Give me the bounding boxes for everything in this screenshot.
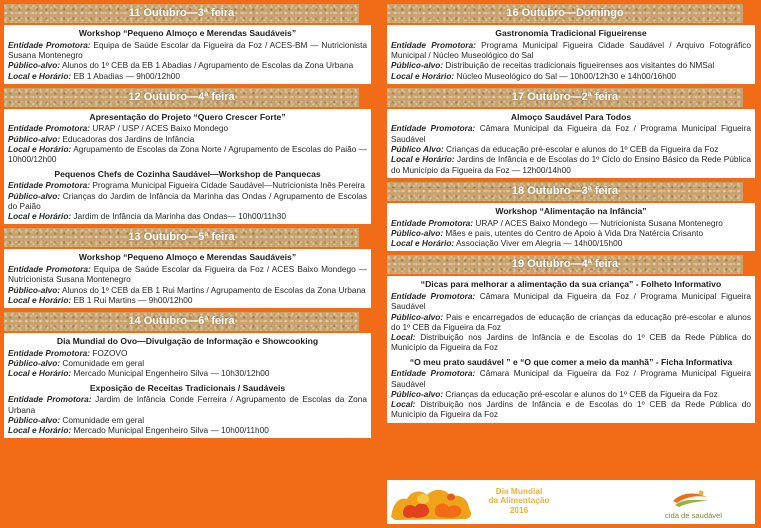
row-label: Público-alvo: — [391, 311, 444, 322]
event-title: Exposição de Receitas Tradicionais / Saudáveis — [89, 382, 286, 393]
day-header: 14 Outubro—6ª feira — [4, 312, 359, 331]
event — [8, 336, 367, 379]
row-value: Programa Municipal Figueira Cidade Saudável—Nutricionista Inês Pereira — [90, 180, 365, 191]
row-value: Jardim de Infância Conde Ferreira / Agrupamento de Escolas da Zona Urbana — [8, 394, 367, 415]
row-value: EB 1 Rui Martins — 9h00/12h00 — [71, 294, 193, 305]
row-label: Local e Horário: — [391, 154, 455, 165]
row-label: Entidade Promotora: — [391, 123, 476, 134]
event-row — [8, 368, 367, 378]
row-value: Núcleo Museológico do Sal — 10h00/12h30 e 14h00/16h00 — [454, 70, 677, 81]
event-row — [391, 154, 751, 175]
event-row — [8, 264, 367, 285]
event-title: Apresentação do Projeto “Quero Crescer Forte” — [89, 111, 286, 122]
row-label: Entidade Promotora: — [8, 347, 91, 358]
row-value: Distribuição de receitas tradicionais figueirenses aos visitantes do NMSal — [443, 60, 715, 71]
row-label: Local: — [391, 332, 416, 343]
row-label: Entidade Promotora: — [8, 264, 91, 274]
event-row — [8, 415, 367, 425]
row-label: Público-alvo: — [8, 284, 61, 295]
event — [391, 279, 751, 352]
event-row — [391, 218, 751, 228]
logo-text: cida de saudável — [665, 511, 722, 520]
row-label: Local e Horário: — [8, 70, 72, 81]
day-body — [387, 25, 755, 84]
footer-title-line: Dia Mundial — [495, 486, 543, 496]
event-row — [391, 312, 751, 333]
row-label: Público-alvo: — [8, 414, 61, 425]
row-label: Local: — [391, 399, 416, 410]
row-label: Entidade Promotora: — [8, 180, 91, 191]
day-section — [4, 312, 371, 438]
row-value: URAP / ACES Baixo Mondego — Nutricionista Susana Montenegro — [473, 217, 723, 228]
row-value: Câmara Municipal da Figueira da Foz / Programa Municipal Figueira Saudável — [391, 291, 751, 312]
row-label: Local e Horário: — [391, 70, 455, 81]
day-header: 16 Outubro—Domingo — [387, 4, 743, 23]
event-row — [391, 399, 751, 420]
event-title: Dia Mundial do Ovo—Divulgação de Informação e Showcooking — [56, 336, 319, 347]
row-label: Entidade Promotora: — [391, 39, 476, 50]
row-label: Público Alvo: — [391, 144, 444, 154]
day-section — [387, 88, 755, 178]
row-value: Distribuição nos Jardins de Infância e de Escolas do 1º CEB da Rede Pública do Município da Figueira da Foz — [391, 399, 751, 420]
event-row — [391, 238, 751, 248]
footer-title-line: da Alimentação — [488, 495, 550, 506]
row-value: Alunos do 1º CEB da EB 1 Abadias / Agrupamento de Escolas da Zona Urbana — [60, 60, 354, 71]
right-column — [387, 0, 755, 423]
row-label: Público-alvo: — [8, 358, 61, 369]
row-label: Local e Horário: — [8, 425, 72, 436]
event — [8, 383, 367, 436]
day-section — [4, 88, 371, 225]
row-value: Educadoras dos Jardins de Infância — [60, 133, 195, 144]
row-label: Local e Horário: — [8, 211, 72, 222]
day-section — [4, 228, 371, 308]
row-label: Local e Horário: — [8, 368, 72, 379]
row-value: Câmara Municipal da Figueira da Foz / Programa Municipal Figueira Saudável — [391, 123, 751, 144]
row-label: Local e Horário: — [8, 144, 72, 154]
row-label: Local e Horário: — [8, 294, 72, 305]
event-row — [8, 191, 367, 212]
event-row — [8, 285, 367, 295]
day-header: 11 Outubro—3ª feira — [4, 4, 359, 23]
event-row — [8, 71, 367, 81]
row-label: Público-alvo: — [391, 60, 444, 71]
event — [8, 169, 367, 222]
row-value: Câmara Municipal da Figueira da Foz / Programa Municipal Figueira Saudável — [391, 368, 751, 389]
left-column — [4, 0, 371, 438]
event-row — [8, 394, 367, 415]
event-row — [8, 425, 367, 435]
row-label: Público-alvo: — [391, 388, 444, 399]
event-row — [391, 144, 751, 154]
event-title: Gastronomia Tradicional Figueirense — [495, 28, 647, 38]
footer-title-line: 2016 — [509, 504, 529, 515]
row-value: EB 1 Abadias — 9h00/12h00 — [71, 70, 181, 81]
event-row — [391, 332, 751, 353]
event — [391, 28, 751, 81]
event-title: “O meu prato saudável ” e “O que comer a meio da manhã” - Ficha Informativa — [409, 356, 733, 367]
event-row — [391, 291, 751, 312]
event-title: “Dicas para melhorar a alimentação da sua criança” - Folheto Informativo — [420, 279, 722, 290]
event — [8, 252, 367, 305]
event-title: Workshop “Pequeno Almoço e Merendas Saudáveis” — [78, 28, 297, 38]
event-title: Workshop “Alimentação na Infância” — [495, 205, 647, 216]
event-row — [8, 123, 367, 133]
row-value: Equipa de Saúde Escolar da Figueira da Foz / ACES-BM — Nutricionista Susana Montenegro — [8, 39, 367, 60]
row-value: Jardim de Infância da Marinha das Ondas— 10h00/11h30 — [71, 211, 286, 222]
row-value: Alunos do 1º CEB da EB 1 Rui Martins / Agrupamento de Escolas da Zona Urbana — [60, 284, 366, 295]
day-header: 19 Outubro—4ª feira — [387, 255, 743, 274]
day-header: 17 Outubro—2ª feira — [387, 88, 743, 107]
event-row — [391, 123, 751, 144]
row-value: Agrupamento de Escolas da Zona Norte / Agrupamento de Escolas do Paião — 10h00/12h00 — [8, 144, 367, 165]
event-row — [391, 368, 751, 389]
row-value: Mães e pais, utentes do Centro de Apoio à Vida Dra Natércia Crisanto — [443, 227, 704, 238]
day-header: 18 Outubro—3ª feira — [387, 182, 743, 201]
row-value: FOZOVO — [90, 347, 128, 358]
day-header: 13 Outubro—5ª feira — [4, 228, 359, 247]
event-row — [391, 228, 751, 238]
row-label: Público-alvo: — [8, 60, 61, 71]
day-section — [4, 4, 371, 84]
day-body — [4, 109, 371, 225]
event-row — [8, 40, 367, 61]
day-body — [387, 109, 755, 178]
day-body — [4, 25, 371, 84]
event-row — [8, 180, 367, 190]
event — [391, 112, 751, 175]
event-title: Pequenos Chefs de Cozinha Saudável—Workshop de Panquecas — [54, 168, 321, 179]
event-row — [8, 144, 367, 165]
row-label: Público-alvo: — [8, 190, 61, 201]
row-value: Comunidade em geral — [60, 358, 145, 369]
event-row — [8, 358, 367, 368]
row-value: Comunidade em geral — [60, 414, 145, 425]
day-body — [4, 333, 371, 438]
event-row — [8, 60, 367, 70]
event-row — [391, 389, 751, 399]
day-body — [387, 276, 755, 422]
footer — [387, 480, 755, 524]
row-value: Mercado Municipal Engenheiro Silva — 10h00/11h00 — [71, 425, 269, 436]
row-label: Entidade Promotora: — [8, 39, 91, 50]
row-value: Pais e encarregados de educação de crianças da educação pré-escolar e alunos do 1º CEB da Figueira da Foz — [391, 311, 751, 332]
row-value: URAP / USP / ACES Baixo Mondego — [90, 123, 229, 134]
row-label: Entidade Promotora: — [391, 291, 476, 301]
row-label: Entidade Promotora: — [391, 217, 474, 228]
footer-title — [479, 487, 559, 515]
row-label: Entidade Promotora: — [8, 394, 92, 405]
event-row — [391, 40, 751, 61]
day-header: 12 Outubro—4ª feira — [4, 88, 359, 107]
event-row — [8, 348, 367, 358]
row-label: Entidade Promotora: — [8, 123, 91, 134]
row-value: Crianças da educação pré-escolar e alunos do 1º CEB da Figueira da Foz — [443, 144, 719, 154]
food-illustration — [389, 483, 475, 521]
day-section — [387, 182, 755, 252]
event — [391, 206, 751, 249]
event-title: Workshop “Pequeno Almoço e Merendas Saudáveis” — [78, 252, 297, 263]
day-body — [387, 203, 755, 252]
row-label: Público-alvo: — [391, 227, 444, 238]
row-value: Crianças do Jardim de Infância da Marinha das Ondas / Agrupamento de Escolas do Paião — [8, 190, 367, 211]
row-value: Associação Viver em Alegria — 14h00/15h00 — [454, 238, 623, 249]
row-label: Local e Horário: — [391, 238, 455, 249]
event-title: Almoço Saudável Para Todos — [510, 111, 632, 122]
row-label: Entidade Promotora: — [391, 368, 476, 379]
event-row — [8, 134, 367, 144]
event-row — [391, 60, 751, 70]
event-row — [8, 295, 367, 305]
day-body — [4, 249, 371, 308]
day-section — [387, 4, 755, 84]
row-value: Distribuição nos Jardins de Infância e de Escolas do 1º CEB da Rede Pública do Município da Figueira da Foz — [391, 332, 751, 353]
cidade-saudavel-logo-icon — [671, 489, 711, 509]
day-section — [387, 255, 755, 422]
event — [8, 112, 367, 165]
row-value: Mercado Municipal Engenheiro Silva — 10h30/12h00 — [71, 368, 270, 379]
row-label: Público-alvo: — [8, 133, 61, 144]
event — [391, 357, 751, 420]
event-row — [8, 211, 367, 221]
row-value: Crianças da educação pré-escolar e alunos do 1º CEB da Figueira da Foz — [443, 388, 718, 399]
row-value: Jardins de Infância e de Escolas do 1º Ciclo do Ensino Básico da Rede Pública do Município da Figueira da Foz — 12h00/14h00 — [391, 154, 751, 175]
event-row — [391, 71, 751, 81]
row-value: Equipa de Saúde Escolar da Figueira da Foz / ACES Baixo Mondego — Nutricionista Susana Montenegro — [8, 264, 367, 285]
event — [8, 28, 367, 81]
row-value: Programa Municipal Figueira Cidade Saudável / Arquivo Fotográfico Municipal / Núcleo Museológico do Sal — [391, 39, 751, 60]
